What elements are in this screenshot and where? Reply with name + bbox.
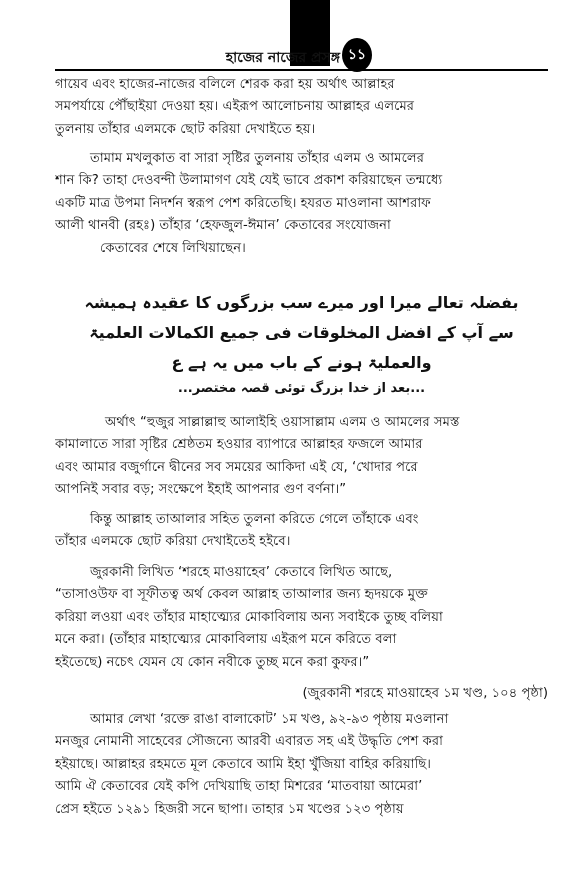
text-line: জুরকানী লিখিত ‘শরহে মাওয়াহেব’ কেতাবে লিখিত আছে,: [90, 565, 393, 580]
text-line: কামালাতে সারা সৃষ্টির শ্রেষ্ঠতম হওয়ার ব্যাপারে আল্লাহর ফজলে আমার: [55, 437, 423, 453]
text-line: তাঁহার এলমকে ছোট করিয়া দেখাইতেই হইবে।: [55, 534, 291, 550]
urdu-line: والعملیۃ ہونے کے باب میں یہ ہے ع: [171, 353, 432, 372]
paragraph-intro: [55, 74, 548, 141]
text-line: মনে করা। (তাঁহার মাহাত্ম্যের মোকাবিলায় এইরূপ মনে করিতে বলা: [55, 632, 397, 648]
text-line: হইয়াছে। আল্লাহর রহমতে মূল কেতাবে আমি ইহা খুঁজিয়া বাহির করিয়াছি।: [55, 756, 432, 772]
text-line: হইতেছে) নচেৎ যেমন যে কোন নবীকে তুচ্ছ মনে করা কুফর।”: [55, 654, 370, 670]
header-rule: [55, 69, 548, 71]
urdu-verse-line: ...بعد از خدا بزرگ توئی قصہ مختصر...: [177, 381, 426, 396]
text-line: তামাম মখলুকাত বা সারা সৃষ্টির তুলনায় তাঁহার এলম ও আমলের: [90, 151, 424, 166]
text-line: প্রেস হইতে ১২৯১ হিজরী সনে ছাপা। তাহার ১ম খণ্ডের ১২৩ পৃষ্ঠায়: [55, 801, 404, 817]
text-line: তুলনায় তাঁহার এলমকে ছোট করিয়া দেখাইতে হয়।: [55, 121, 316, 137]
text-line: মনজুর নোমানী সাহেবের সৌজন্যে আরবী এবারত সহ এই উদ্ধৃতি পেশ করা: [55, 734, 443, 750]
text-line: করিয়া লওয়া এবং তাঁহার মাহাত্ম্যের মোকাবিলায় অন্য সবাইকে তুচ্ছ বলিয়া: [55, 609, 443, 625]
text-line: সমপর্যায়ে পৌঁছাইয়া দেওয়া হয়। এইরূপ আলোচনায় আল্লাহর এলমের: [55, 99, 415, 115]
text-line: শান কি? তাহা দেওবন্দী উলামাগণ যেই যেই ভাবে প্রকাশ করিয়াছেন তন্মধ্যে: [55, 173, 443, 189]
paragraph-balakot: [55, 709, 548, 821]
paragraph-translation: [55, 412, 548, 502]
text-line: এবং আমার বজুর্গানে দ্বীনের সব সময়ের আকিদা এই যে, ‘খোদার পরে: [55, 459, 418, 475]
text-line: আলী থানবী (রহঃ) তাঁহার ‘হেফজুল-ঈমান’ কেতাবের সংযোজনা: [55, 218, 391, 234]
text-line: কিন্তু আল্লাহ তাআলার সহিত তুলনা করিতে গেলে তাঁহাকে এবং: [90, 512, 419, 527]
urdu-quote: [55, 288, 548, 400]
text-line: কেতাবের শেষে লিখিয়াছেন।: [100, 240, 246, 256]
running-header-title: হাজের নাজের প্রসঙ্গ: [225, 50, 340, 66]
urdu-line: بفضلہ تعالے میرا اور میرے سب بزرگوں کا عقیدہ ہمیشہ: [84, 293, 519, 312]
text-line: আমার লেখা ‘রক্তে রাঙা বালাকোট’ ১ম খণ্ড, ৯২-৯৩ পৃষ্ঠায় মওলানা: [90, 712, 449, 727]
paragraph-zurqani: [55, 562, 548, 674]
text-line: একটি মাত্র উপমা নিদর্শন স্বরূপ পেশ করিতেছি। হযরত মাওলানা আশরাফ: [55, 195, 431, 211]
text-line: গায়েব এবং হাজের-নাজের বলিলে শেরক করা হয় অর্থাৎ আল্লাহর: [55, 77, 395, 92]
text-line: “তাসাওউফ বা সূফীতত্ব অর্থ কেবল আল্লাহ তাআলার জন্য হৃদয়কে মুক্ত: [55, 587, 428, 603]
text-line: আপনিই সবার বড়; সংক্ষেপে ইহাই আপনার গুণ বর্ণনা।”: [55, 482, 347, 498]
paragraph-comparison: [55, 509, 548, 554]
page-number-badge: ১১: [342, 38, 372, 72]
paragraph-deobandi: [55, 148, 548, 260]
urdu-line: سے آپ کے افضل المخلوقات فی جمیع الکمالات العلمیۃ: [89, 323, 514, 342]
citation-reference: (জুরকানী শরহে মাওয়াহেব ১ম খণ্ড, ১০৪ পৃষ্ঠা): [302, 686, 548, 701]
text-line: আমি ঐ কেতাবের যেই কপি দেখিয়াছি তাহা মিশরের ‘মাতবায়া আমেরা’: [55, 779, 423, 795]
text-line: অর্থাৎ “হুজুর সাল্লাল্লাহু আলাইহি ওয়াসাল্লাম এলম ও আমলের সমস্ত: [105, 415, 460, 430]
